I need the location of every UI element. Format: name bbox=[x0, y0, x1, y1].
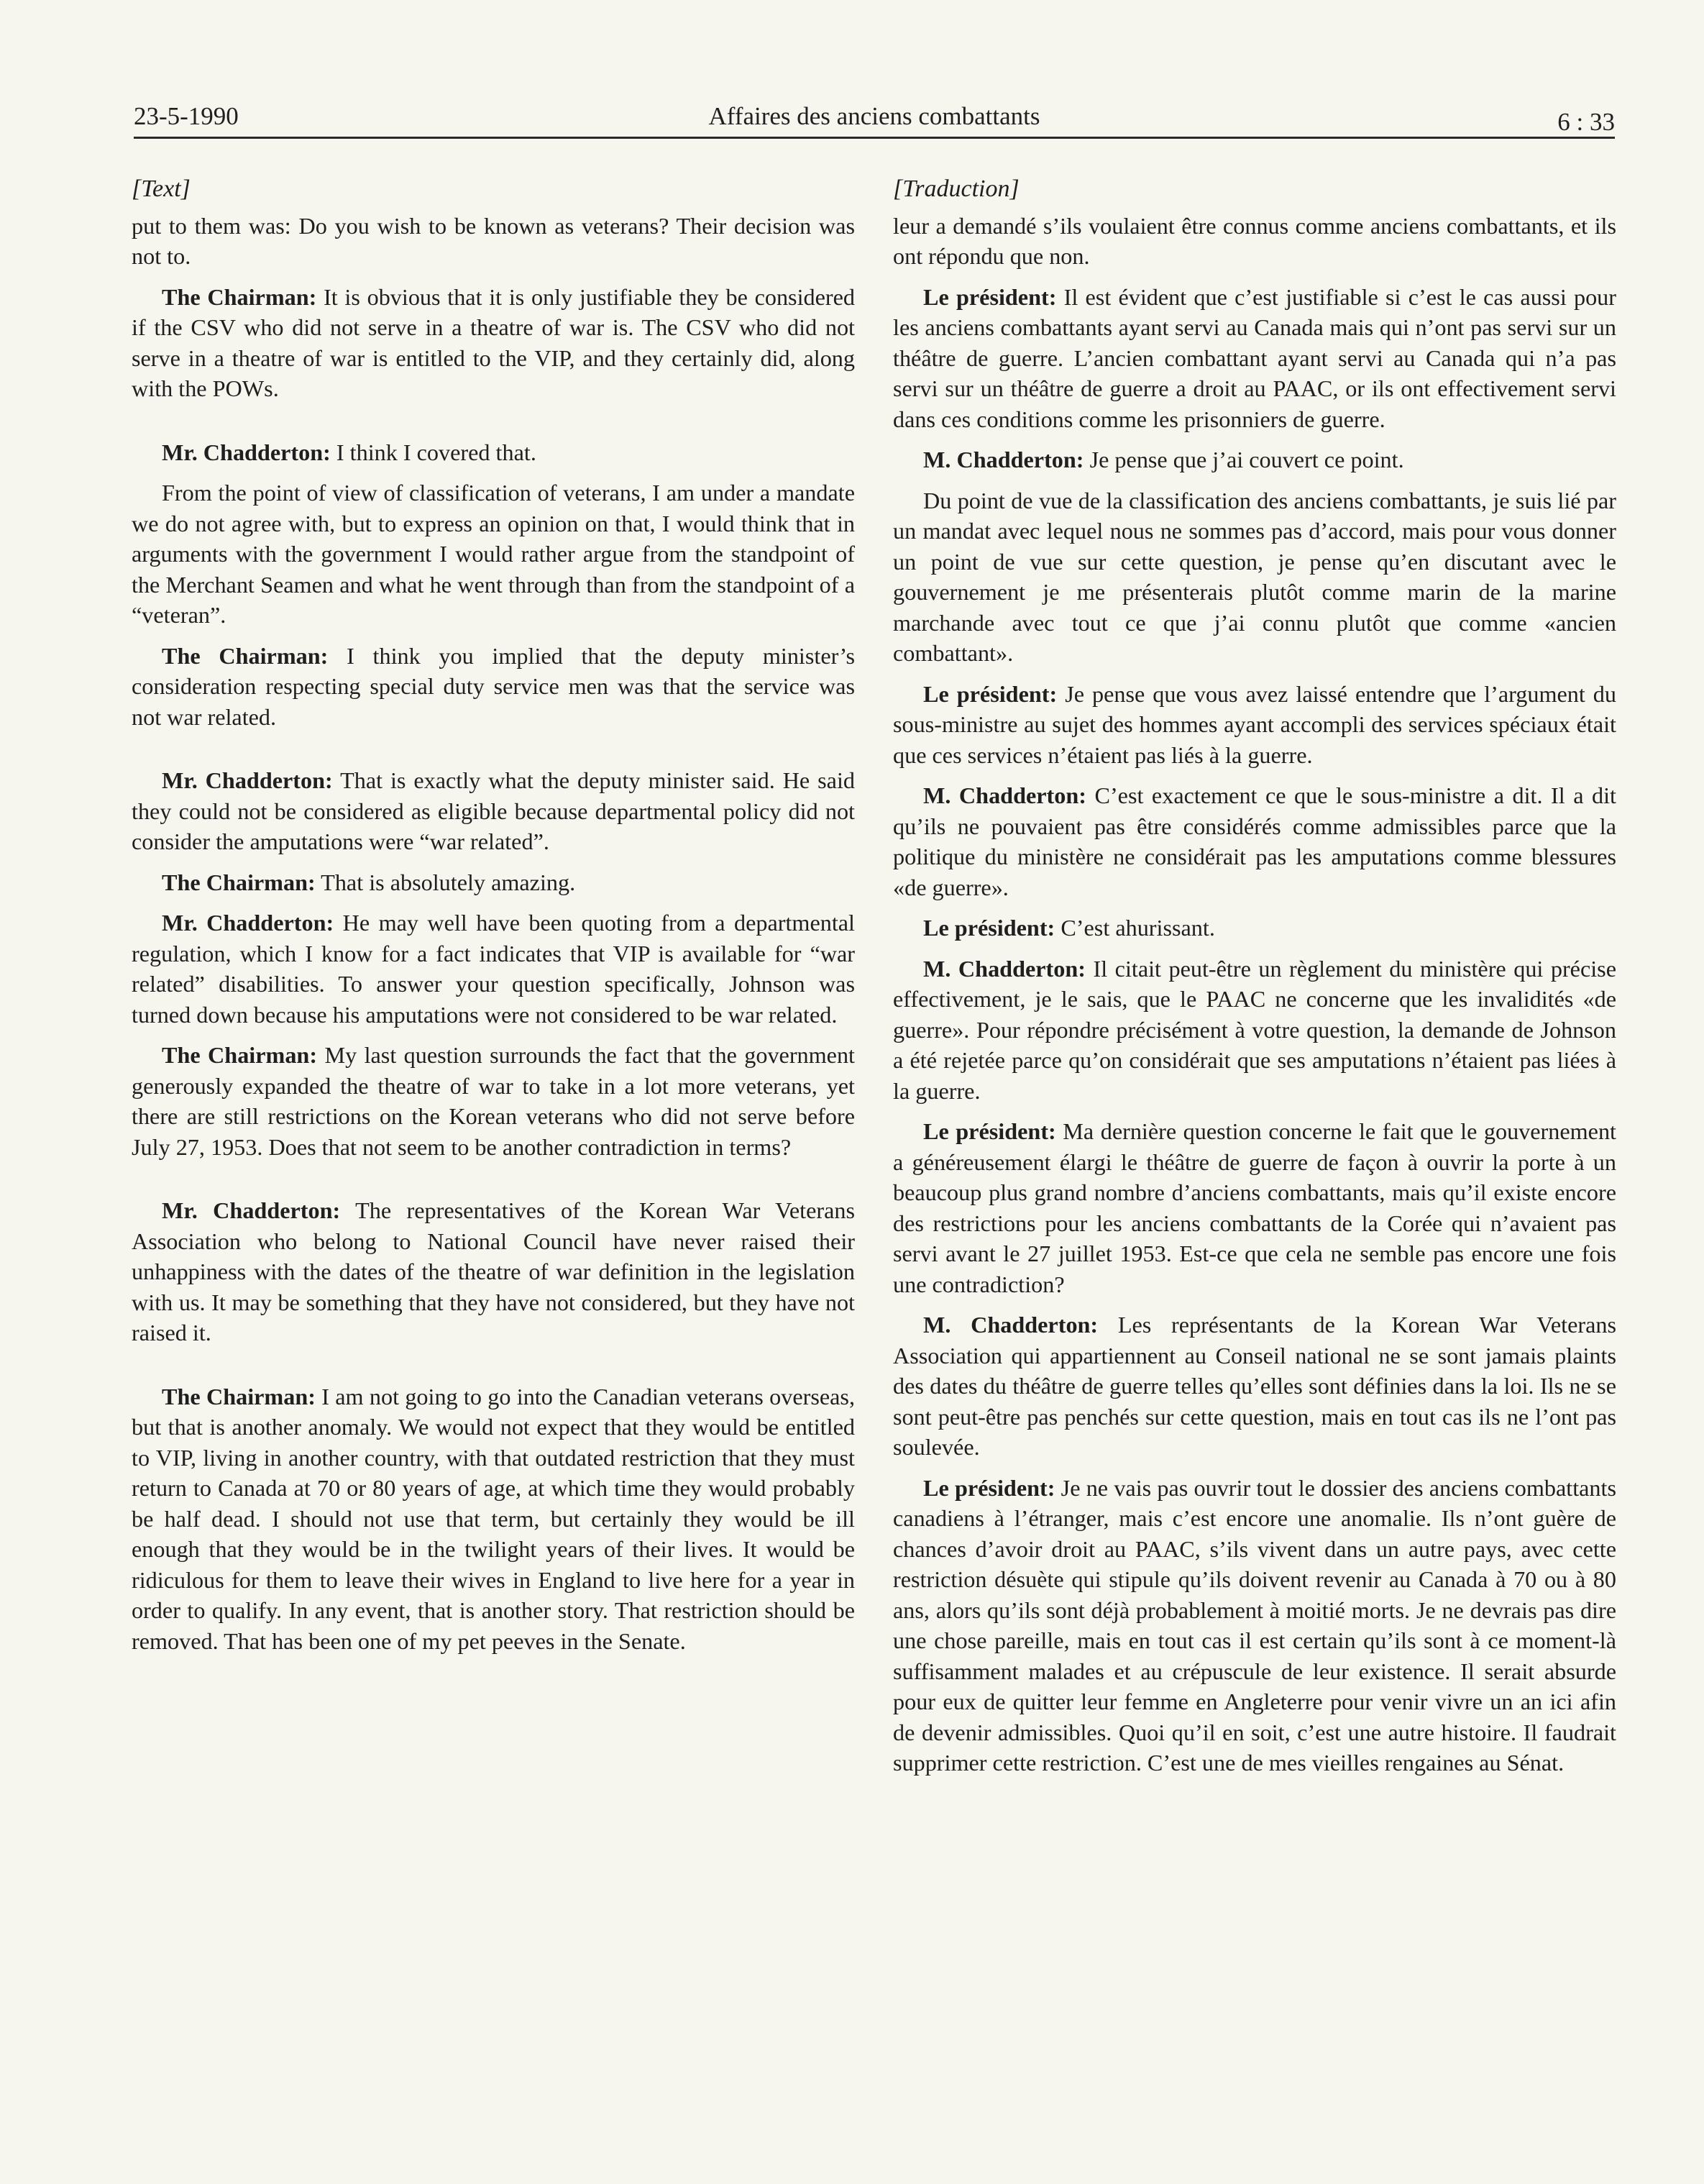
speech-text: Il citait peut-être un règlement du ministère qui précise effectivement, je le sais, que le PAAC ne concerne que les invalidités «de guerre». Pour répondre précisément à votre question, la demande de Johnson a été rejetée parce qu’on considérait que ses amputations n’étaient pas liées à la guerre. bbox=[893, 955, 1616, 1104]
speech-text: I think I covered that. bbox=[330, 439, 536, 465]
speech-text: put to them was: Do you wish to be known as veterans? Their decision was not to. bbox=[132, 212, 855, 269]
transcript-paragraph bbox=[893, 1116, 1616, 1299]
language-tag-text: [Text] bbox=[132, 175, 191, 202]
speaker-name: Mr. Chadderton: bbox=[162, 439, 331, 465]
speaker-name: The Chairman: bbox=[162, 1042, 318, 1068]
speaker-name: Mr. Chadderton: bbox=[162, 1197, 341, 1223]
speech-text: That is absolutely amazing. bbox=[315, 869, 576, 895]
transcript-paragraph bbox=[132, 641, 855, 733]
transcript-paragraph bbox=[893, 444, 1616, 475]
speech-text: C’est exactement ce que le sous-ministre a dit. Il a dit qu’ils ne pouvaient pas être considérés comme admissibles parce que la politique du ministère ne considérait pas les amputations comme blessures «de guerre». bbox=[893, 782, 1616, 900]
speech-text: It is obvious that it is only justifiable they be considered if the CSV who did not serve in a theatre of war is. The CSV who did not serve in a theatre of war is entitled to the VIP, and they certainly did, along with the POWs. bbox=[132, 283, 855, 401]
transcript-paragraph bbox=[132, 867, 855, 898]
transcript-paragraph bbox=[132, 1040, 855, 1162]
transcript-paragraph bbox=[132, 908, 855, 1030]
transcript-paragraph bbox=[893, 913, 1616, 943]
transcript-paragraph bbox=[893, 485, 1616, 669]
transcript-paragraph bbox=[893, 282, 1616, 435]
transcript-paragraph bbox=[893, 211, 1616, 272]
speaker-name: Mr. Chadderton: bbox=[162, 767, 333, 793]
speech-text: leur a demandé s’ils voulaient être connus comme anciens combattants, et ils ont répondu que non. bbox=[893, 212, 1616, 269]
transcript-paragraph bbox=[132, 1381, 855, 1657]
speaker-name: The Chairman: bbox=[162, 283, 317, 310]
speech-text: My last question surrounds the fact that the government generously expanded the theatre of war to take in a lot more veterans, yet there are still restrictions on the Korean veterans who did not serve before July 27, 1953. Does that not seem to be another contradiction in terms? bbox=[132, 1042, 856, 1160]
speech-text: Je pense que j’ai couvert ce point. bbox=[1084, 447, 1404, 472]
speech-text: That is exactly what the deputy minister said. He said they could not be considered as eligible because departmental policy did not consider the amputations were “war related”. bbox=[132, 767, 855, 854]
speaker-name: Le président: bbox=[923, 283, 1057, 310]
speaker-name: Le président: bbox=[923, 1474, 1055, 1501]
speaker-name: M. Chadderton: bbox=[923, 782, 1086, 808]
speaker-name: The Chairman: bbox=[162, 869, 316, 895]
transcript-paragraph bbox=[132, 437, 855, 468]
speaker-name: Le président: bbox=[923, 1118, 1056, 1144]
header-date: 23-5-1990 bbox=[134, 102, 239, 130]
speaker-name: Le président: bbox=[923, 915, 1055, 941]
speech-text: C’est ahurissant. bbox=[1055, 915, 1215, 941]
speech-text: The representatives of the Korean War Veterans Association who belong to National Council have never raised their unhappiness with the dates of the theatre of war definition in the legislation with us. It may be something that they have not considered, but they have not raised it. bbox=[132, 1197, 855, 1345]
speaker-name: The Chairman: bbox=[162, 1383, 316, 1409]
speech-text: Ma dernière question concerne le fait que le gouvernement a généreusement élargi le théâtre de guerre de façon à ouvrir la porte à un beaucoup plus grand nombre d’anciens combattants, mais qu’il existe encore des restrictions pour les anciens combattants de la Corée qui n’avaient pas servi avant le 27 juillet 1953. Est-ce que cela ne semble pas encore une fois une contradiction? bbox=[893, 1118, 1616, 1297]
speaker-name: M. Chadderton: bbox=[923, 955, 1086, 982]
speech-text: From the point of view of classification of veterans, I am under a mandate we do not agree with, but to express an opinion on that, I would think that in arguments with the government I would rather argue from the standpoint of the Merchant Seamen and what he went through than from the standpoint of a “veteran”. bbox=[132, 480, 855, 628]
transcript-paragraph bbox=[132, 1195, 855, 1348]
speech-text: I am not going to go into the Canadian veterans overseas, but that is another anomaly. We would not expect that they would be entitled to VIP, living in another country, with that outdated restriction that they must return to Canada at 70 or 80 years of age, at which time they would probably be half dead. I should not use that term, but certainly they would be ill enough that they would be in the twilight years of their lives. It would be ridiculous for them to leave their wives in England to live here for a year in order to qualify. In any event, that is another story. That restriction should be removed. That has been one of my pet peeves in the Senate. bbox=[132, 1383, 855, 1654]
transcript-paragraph bbox=[893, 1310, 1616, 1463]
speech-text: Du point de vue de la classification des anciens combattants, je suis lié par un mandat avec lequel nous ne sommes pas d’accord, mais pour vous donner un point de vue sur cette question, je pense qu’en discutant avec le gouvernement je me présenterais plutôt comme marin de la marine marchande avec tout ce que j’ai connu plutôt que comme «ancien combattant». bbox=[893, 487, 1616, 666]
transcript-paragraph bbox=[893, 780, 1616, 903]
french-column bbox=[893, 174, 1616, 1788]
speech-text: Les représentants de la Korean War Veterans Association qui appartiennent au Conseil national ne se sont jamais plaints des dates du théâtre de guerre telles qu’elles sont définies dans la loi. Ils ne se sont peut-être pas penchés sur cette question, mais en tout cas ils ne l’ont pas soulevée. bbox=[893, 1312, 1616, 1460]
speech-text: Il est évident que c’est justifiable si c’est le cas aussi pour les anciens combattants ayant servi au Canada mais qui n’ont pas servi sur un théâtre de guerre. L’ancien combattant ayant servi au Canada qui n’a pas servi sur un théâtre de guerre a droit au PAAC, or ils ont effectivement servi dans ces conditions comme les prisonniers de guerre. bbox=[893, 283, 1616, 432]
speech-text: Je ne vais pas ouvrir tout le dossier des anciens combattants canadiens à l’étranger, mais c’est encore une anomalie. Ils n’ont guère de chances d’avoir droit au PAAC, s’ils vivent dans un autre pays, avec cette restriction désuète qui stipule qu’ils doivent revenir au Canada à 70 ou à 80 ans, alors qu’ils sont déjà probablement à moitié morts. Je ne devrais pas dire une chose pareille, mais en tout cas il est certain qu’ils sont à ce moment-là suffisamment malades et au crépuscule de leur existence. Il serait absurde pour eux de quitter leur femme en Angleterre pour venir vivre un an ici afin de devenir admissibles. Quoi qu’il en soit, c’est une autre histoire. Il faudrait supprimer cette restriction. C’est une de mes vieilles rengaines au Sénat. bbox=[893, 1474, 1616, 1776]
speech-text: I think you implied that the deputy minister’s consideration respecting special duty service men was that the service was not war related. bbox=[132, 642, 855, 730]
speaker-name: The Chairman: bbox=[162, 642, 329, 669]
speech-text: He may well have been quoting from a departmental regulation, which I know for a fact indicates that VIP is available for “war related” disabilities. To answer your question specifically, Johnson was turned down because his amputations were not considered to be war related. bbox=[132, 910, 855, 1028]
running-header bbox=[134, 99, 1615, 139]
transcript-paragraph bbox=[893, 1473, 1616, 1778]
header-page-number: 6 : 33 bbox=[1557, 108, 1615, 136]
transcript-paragraph bbox=[893, 679, 1616, 771]
speaker-name: M. Chadderton: bbox=[923, 1312, 1099, 1338]
speaker-name: M. Chadderton: bbox=[923, 447, 1084, 472]
transcript-paragraph bbox=[132, 765, 855, 857]
speaker-name: Le président: bbox=[923, 680, 1058, 707]
transcript-paragraph bbox=[132, 282, 855, 404]
transcript-paragraph bbox=[893, 954, 1616, 1107]
transcript-paragraph bbox=[132, 478, 855, 631]
english-column bbox=[132, 174, 855, 1666]
speech-text: Je pense que vous avez laissé entendre que l’argument du sous-ministre au sujet des hommes ayant accompli des services spéciaux était que ces services n’étaient pas liés à la guerre. bbox=[893, 680, 1616, 768]
speaker-name: Mr. Chadderton: bbox=[162, 910, 334, 936]
header-title: Affaires des anciens combattants bbox=[708, 102, 1040, 130]
transcript-paragraph bbox=[132, 211, 855, 272]
language-tag-translation: [Traduction] bbox=[893, 175, 1020, 202]
